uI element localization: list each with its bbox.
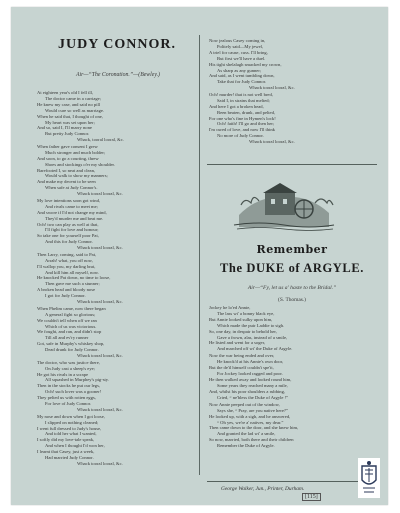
chorus-line: Whack tooral looral, &c. [77,353,123,359]
right-song-title: The DUKE of ARGYLE. [219,261,365,275]
stanza [209,353,291,400]
broadside-sheet [11,7,388,505]
stanza [37,252,123,305]
lyric-line: As sharp as any gunner; [217,67,262,73]
lyric-line: And kill him all myself, now. [45,269,99,275]
lyric-line: So take one for yourself poor Pat, [37,233,99,239]
lyric-line: For love of Judy Connor. [45,401,92,407]
lyric-line: He got his rivals in a scrape [37,371,89,377]
stanza [209,38,295,91]
lyric-line: He knock'd at his Annie's own door, [217,359,284,365]
lyric-line: And soon, to go a courting, threw [37,155,99,161]
lyric-line: I got for Judy Connor. [45,293,86,299]
lyric-line: When he said that, I thought of one, [37,113,103,119]
lyric-line: Now Annie peeped out of the window, [209,401,280,407]
library-stamp-icon [358,458,380,498]
chorus-line: Whack tooral looral, &c. [249,85,295,91]
lyric-line: I'll fight for love and honour; [45,227,99,233]
lyric-line: Then gave me such a stunner; [45,281,100,287]
lyric-line: Had married Judy Connor. [45,455,94,461]
stanza [37,144,123,197]
lyric-line: Now jealous Casey coming in, [209,38,266,43]
lyric-line: A broken head and bloody nose [37,287,96,293]
lyric-line: My heart was set upon her; [45,119,95,125]
section-rule-top [207,164,377,165]
lyric-line: My nose and down when I got loose, [37,413,105,419]
lyric-line: A general fight so glorious; [45,311,96,317]
lyric-line: On Judy cast a sheep's eye; [45,365,95,371]
lyric-line: Which made the puir Laddie to sigh. [217,322,285,328]
lyric-line: Would walk to show my manners; [45,173,108,179]
lyric-line: The lass wi' a bonny black eye, [217,310,275,316]
lyric-line: A triel for cause, cuss. I'll bring, [209,49,268,55]
lyric-line: But first we'll have a duel. [217,55,266,61]
lyric-line: So now, married, both there and their children [209,437,294,443]
lyric-line: So, one day, in despair to behold her, [209,328,277,334]
lyric-line: Och! faith! I'll go and then her; [217,121,275,127]
mill-woodcut-illustration [229,175,339,233]
lyric-line: Barefooted I, so neat and clean, [37,167,96,173]
lyric-line: Then Larry, coming, said to Pat, [37,251,97,257]
lyric-line: We fought, and ran, and didn't stop [37,329,102,335]
lyric-line: Och! murder! that is not well bred, [209,91,273,97]
lyric-line: He knocked Pat down, no time to loose, [37,275,111,281]
lyric-line: But Annie looked sulky upon him, [209,316,273,322]
lyric-line: No more of Judy Connor. [217,133,264,139]
lyric-line: Said I, in strains that melted; [217,97,270,103]
lyric-line: And rivals came to meet me; [45,203,98,209]
lyric-line: For Jockey looked ragged and poor. [217,371,283,377]
left-song-title: JUDY CONNOR. [57,37,177,52]
lyric-line: And swore if I'd not change my mind, [37,209,107,215]
lyric-line: Politely said—My jewel, [217,43,264,49]
lyric-line: We couldn't tell when off we ran [37,317,97,323]
lyric-line: The doctor, who was justice there, [37,359,100,365]
lyric-line: Then came down to the door, and she knew him, [209,425,299,431]
lyric-line: But pretty Judy Connor. [45,131,90,137]
lyric-line: Says she, “ Pray, are you native here?” [217,407,289,413]
chorus-line: Whack tooral looral, &c. [249,139,295,145]
lyric-line: When father gave consent I grew [37,143,98,149]
lyric-line: I went full dressed to Judy's house, [37,425,102,431]
lyric-line: My love intentions soon got wind, [37,197,101,203]
lyric-line: All squashed in Murphey's pig-sty. [45,377,109,383]
lyric-line: Arrah! what, you off now, [45,257,93,263]
lyric-line: At eighteen year's old I fell ill, [37,90,94,95]
lyric-line: And, whilst his poor shoulders a rubbing, [209,388,286,394]
lyric-line: They pelted us with rotten eggs, [37,395,96,401]
stanza [37,90,124,143]
lyric-line: Now the war being ended and over, [209,353,275,359]
lyric-line: And marched off wi' the Duke of Argyle. [217,346,293,352]
stanza [37,306,123,359]
lyric-line: Cried, “ ne'bless the Duke of Argyle !” [217,394,289,400]
lyric-line: The doctor came in a carriage; [45,95,101,101]
lyric-line: Shoes and stockings o'er my shoulder. [45,161,115,167]
lyric-line: And make my decent to be seen [37,179,96,185]
lyric-line: I learnt that Casey, just a week, [37,449,95,455]
lyric-line: Gave a frown, alas, instead of a smile, [217,334,288,340]
chorus-line: Whack tooral looral, &c. [77,407,123,412]
stanza [37,414,123,467]
lyric-line: Would cure so well as marriage. [45,107,105,113]
lyric-line: He looked up, with a sigh, and he answered, [209,413,291,419]
lyric-line: And granted the lad wi' a smile, [217,431,276,437]
right-song-credit: (S. Thomas.) [278,297,306,303]
lyric-line: When Phelim came, now there began [37,305,106,311]
lyric-line: Dead drunk for Judy Connor. [45,347,99,353]
lyric-line: And here I got a broken head, [209,103,264,109]
chorus-line: Whack tooral looral, &c. [77,245,123,251]
chorus-line: Whack tooral looral, &c. [77,191,123,197]
right-song-heading-ornament: Remember [256,243,328,256]
lyric-line: And so, said I, I'll marry none [37,125,92,131]
lyric-line: Till all and ev'ry runner [45,335,89,341]
column-divider [199,35,200,475]
lyric-line: Much stronger and much bolder; [45,149,106,155]
lyric-line: But the de'il himself couldn't spe'it, [209,365,274,371]
stanza [209,402,298,449]
lyric-line: Remember the Duke of Argyle. [217,443,275,449]
chorus-line: Whack, tooral looral, &c. [77,137,124,143]
chorus-line: Whack tooral looral, &c. [77,460,123,466]
stanza [37,198,123,251]
lyric-line: For one who's fine in Hymen's lock! [209,115,276,121]
lyric-line: Which of us was victorious. [45,323,97,329]
left-song-air: Air—“The Coronation.”—(Bewley.) [75,72,160,78]
stanza [37,360,123,413]
lyric-line: I slipped on nothing cleaned; [45,419,99,425]
chorus-line: Whack tooral looral, &c. [77,299,123,305]
lyric-line: Then in the stocks he put our legs, [37,383,101,389]
lyric-line: When safe at Judy Connor's. [45,185,98,191]
stanza [209,305,292,352]
lyric-line: His tight shelalagh smacked my crown, [209,61,282,67]
printer-imprint: George Walker, Jun., Printer, Durham. [221,486,305,492]
lyric-line: I softly did my love-tale speak, [37,437,95,443]
right-song-air: Air—“Fy, let us a' haste to the Bridal.” [247,285,337,291]
lyric-line: And said, as I went tumbling down, [209,73,275,79]
lyric-line: Some years they reached many a mile, [217,382,288,388]
lyric-line: He then walked away and looked round him, [209,377,292,383]
lyric-line: And when I thought I'd won her, [45,443,105,449]
lyric-line: And told her what I wanted, [45,431,97,437]
lyric-line: He listed and went for a soger, [209,340,266,346]
lyric-line: I'm cured of love, and now I'll think [209,127,275,133]
lyric-line: He knew my case, and said no pill [37,101,101,107]
lyric-line: Take that for Judy Connor. [217,79,267,85]
lyric-line: They'd murder me and beat me. [45,215,104,221]
lyric-line: “ Oh yes, we're a' natives, my dear.” [217,419,284,425]
section-rule-bottom [207,481,377,482]
stanza [209,92,295,145]
lyric-line: I'll wallop you, my darling brat, [37,263,96,269]
lyric-line: And this for Judy Connor. [45,239,93,245]
lyric-line: Jockey he lo'ed Annie, [209,305,251,310]
lyric-line: Och! such lover was a gooner! [45,389,102,395]
page-number: [115] [302,493,321,501]
lyric-line: Got, safe in Murphy's whiskey shop, [37,341,105,347]
lyric-line: Been beaten, drunk, and pelted, [217,109,276,115]
lyric-line: Och! two can play as well at that, [37,221,99,227]
